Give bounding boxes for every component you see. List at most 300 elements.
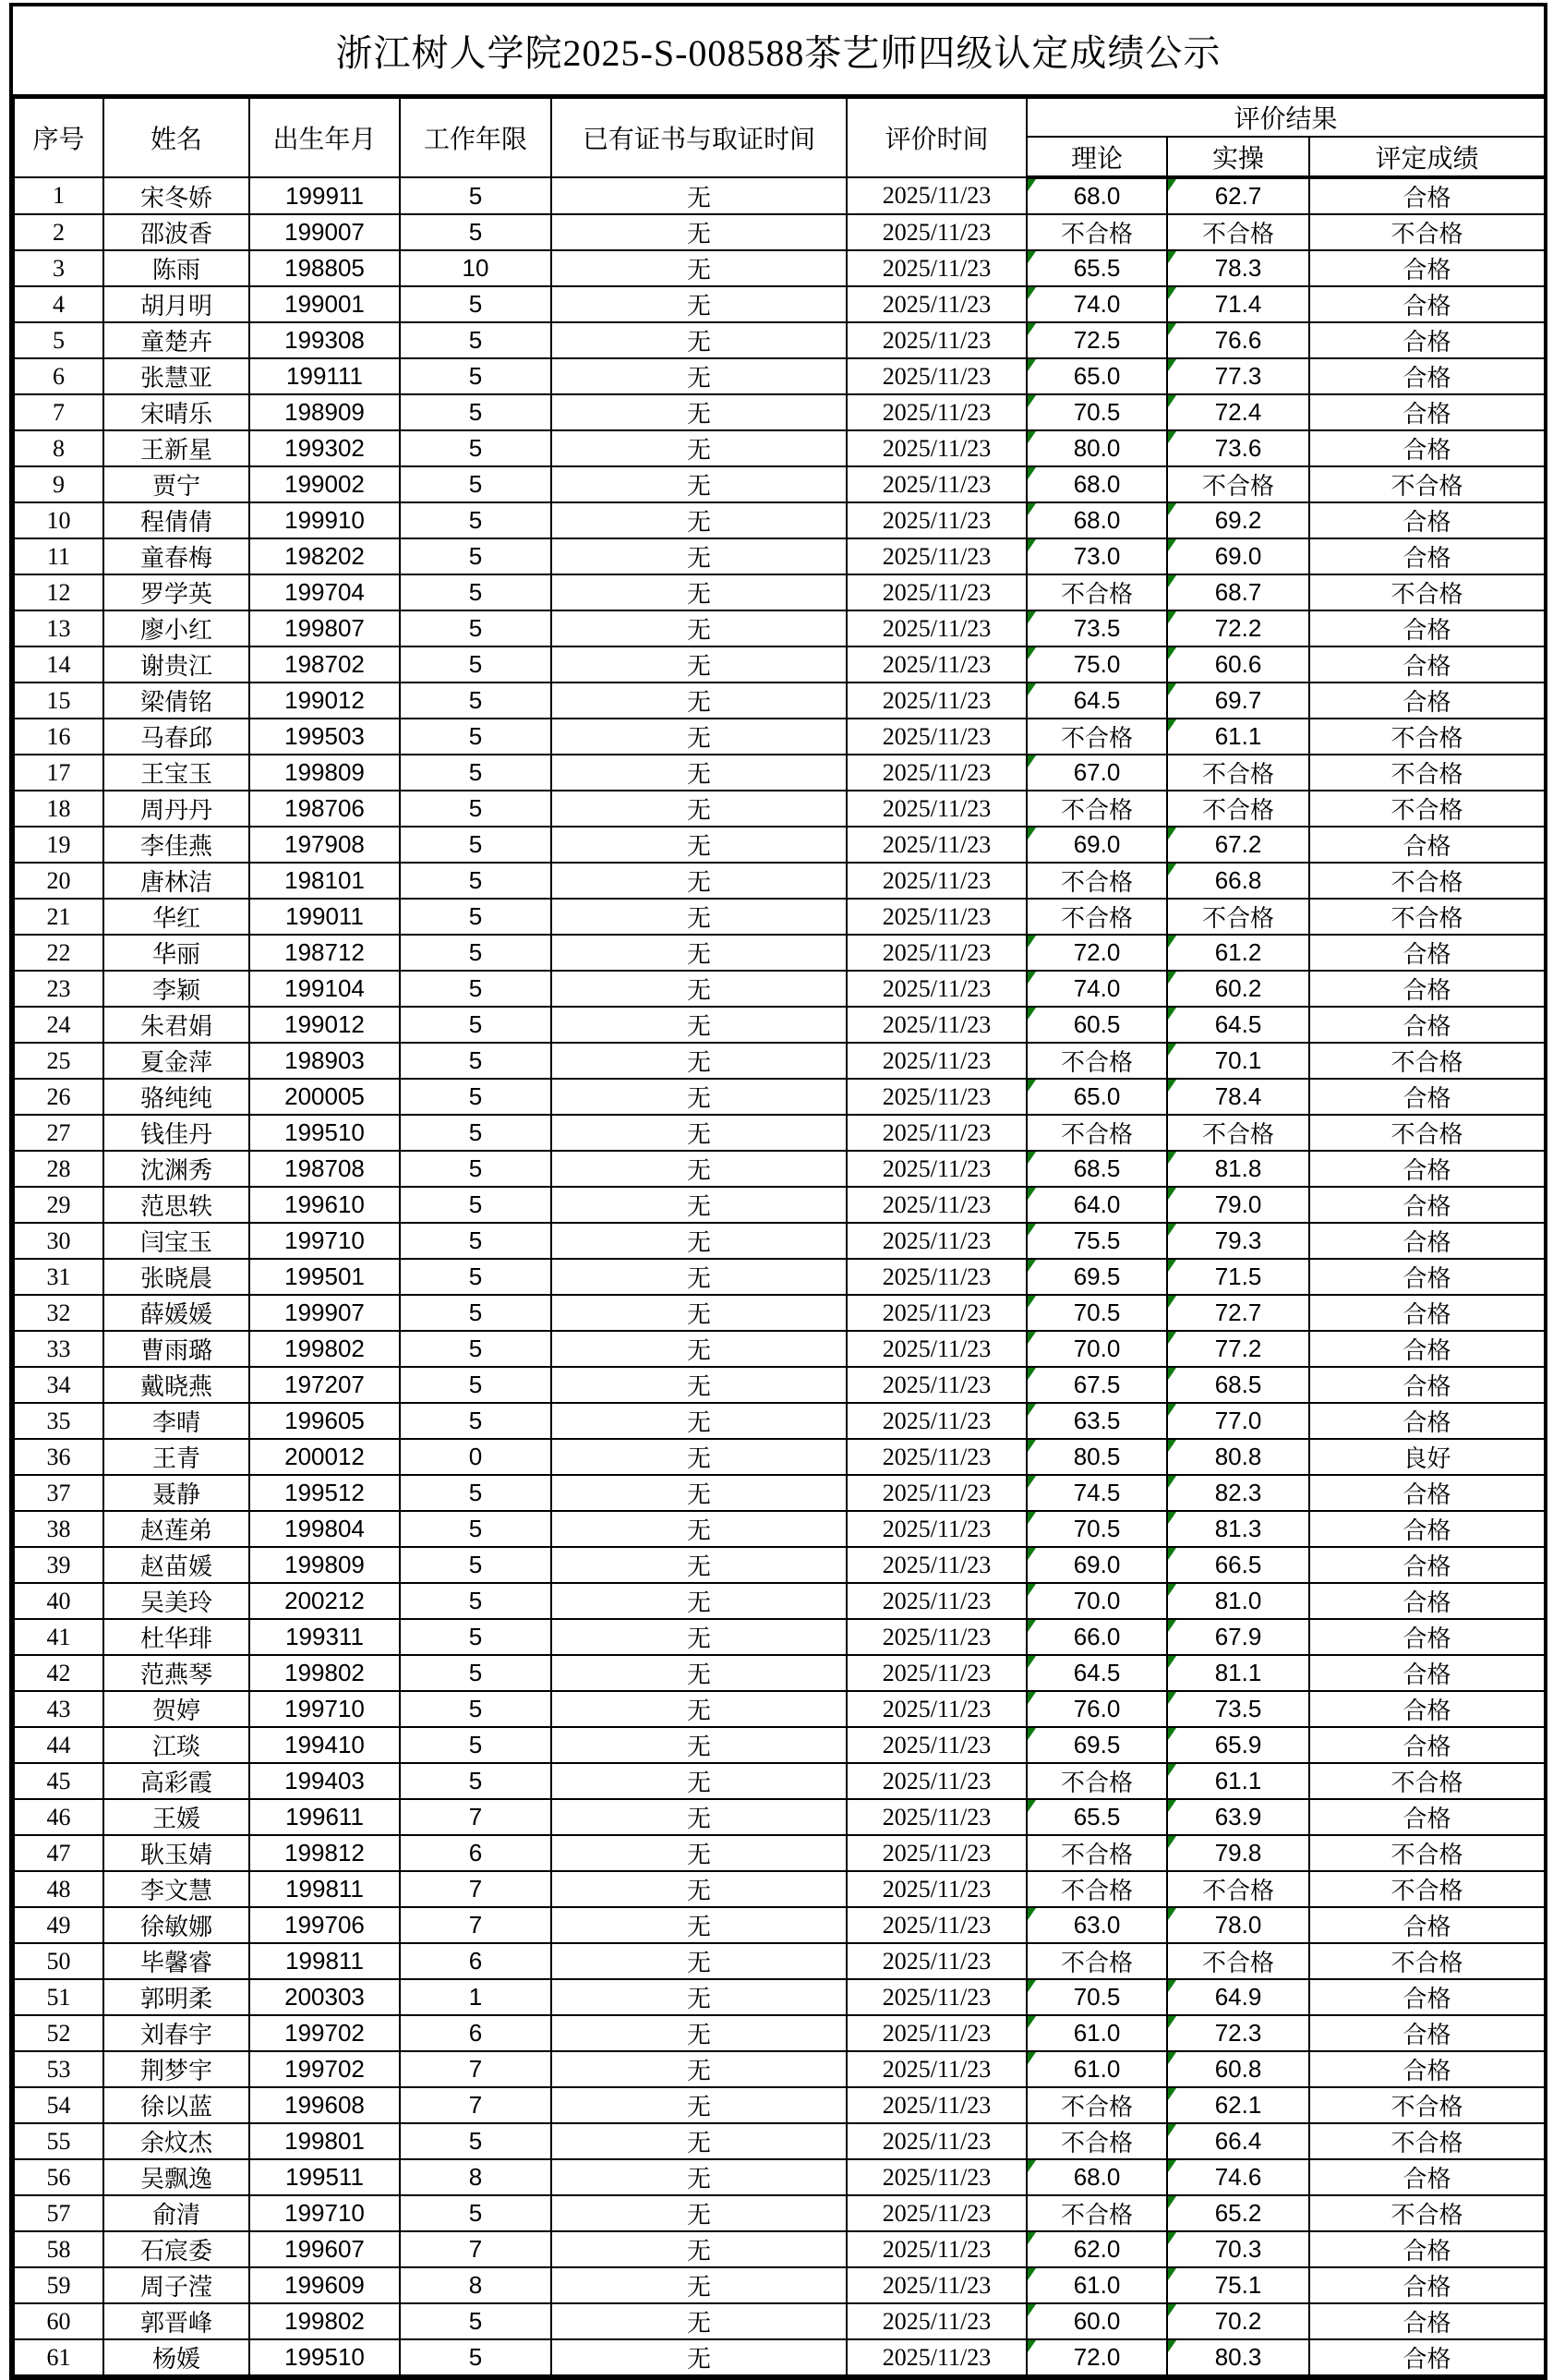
cell-birth: 199802 bbox=[249, 2303, 400, 2339]
cell-eval-date: 2025/11/23 bbox=[847, 430, 1027, 466]
cell-years: 5 bbox=[400, 1475, 551, 1511]
cell-cert: 无 bbox=[551, 1835, 847, 1871]
cell-practice-score: 81.0 bbox=[1167, 1583, 1309, 1619]
cell-final-result: 合格 bbox=[1309, 935, 1545, 971]
cell-theory-score: 不合格 bbox=[1027, 863, 1167, 899]
cell-final-result: 合格 bbox=[1309, 2339, 1545, 2375]
cell-birth: 200212 bbox=[249, 1583, 400, 1619]
cell-name: 马春邱 bbox=[103, 719, 249, 755]
cell-no: 53 bbox=[14, 2051, 103, 2087]
cell-eval-date: 2025/11/23 bbox=[847, 971, 1027, 1007]
cell-no: 55 bbox=[14, 2123, 103, 2159]
cell-practice-score: 63.9 bbox=[1167, 1799, 1309, 1835]
cell-no: 49 bbox=[14, 1907, 103, 1943]
number-stored-as-text-indicator-icon bbox=[1028, 1548, 1036, 1560]
table-row bbox=[14, 214, 1545, 250]
cell-practice-score: 79.0 bbox=[1167, 1187, 1309, 1223]
cell-final-result: 合格 bbox=[1309, 1331, 1545, 1367]
cell-cert: 无 bbox=[551, 1079, 847, 1115]
cell-practice-score: 62.7 bbox=[1167, 177, 1309, 214]
number-stored-as-text-indicator-icon bbox=[1028, 503, 1036, 515]
cell-practice-score: 76.6 bbox=[1167, 322, 1309, 358]
cell-name: 钱佳丹 bbox=[103, 1115, 249, 1151]
header-final: 评定成绩 bbox=[1309, 137, 1545, 177]
cell-birth: 199910 bbox=[249, 502, 400, 538]
cell-no: 60 bbox=[14, 2303, 103, 2339]
cell-final-result: 不合格 bbox=[1309, 1115, 1545, 1151]
cell-theory-score: 73.0 bbox=[1027, 538, 1167, 574]
cell-name: 程倩倩 bbox=[103, 502, 249, 538]
cell-practice-score: 65.9 bbox=[1167, 1727, 1309, 1763]
cell-eval-date: 2025/11/23 bbox=[847, 755, 1027, 791]
cell-birth: 199012 bbox=[249, 1007, 400, 1043]
cell-practice-score: 66.5 bbox=[1167, 1547, 1309, 1583]
cell-no: 35 bbox=[14, 1403, 103, 1439]
cell-cert: 无 bbox=[551, 2303, 847, 2339]
cell-eval-date: 2025/11/23 bbox=[847, 863, 1027, 899]
cell-practice-score: 73.6 bbox=[1167, 430, 1309, 466]
cell-theory-score: 68.5 bbox=[1027, 1151, 1167, 1187]
cell-no: 43 bbox=[14, 1691, 103, 1727]
cell-name: 贺婷 bbox=[103, 1691, 249, 1727]
number-stored-as-text-indicator-icon bbox=[1168, 647, 1176, 659]
cell-birth: 199710 bbox=[249, 1691, 400, 1727]
header-result-group: 评价结果 bbox=[1027, 98, 1545, 137]
cell-final-result: 合格 bbox=[1309, 1727, 1545, 1763]
cell-name: 朱君娟 bbox=[103, 1007, 249, 1043]
cell-cert: 无 bbox=[551, 2051, 847, 2087]
cell-final-result: 合格 bbox=[1309, 683, 1545, 719]
cell-no: 26 bbox=[14, 1079, 103, 1115]
cell-birth: 199802 bbox=[249, 1655, 400, 1691]
number-stored-as-text-indicator-icon bbox=[1168, 1908, 1176, 1920]
cell-cert: 无 bbox=[551, 177, 847, 214]
cell-name: 梁倩铭 bbox=[103, 683, 249, 719]
cell-cert: 无 bbox=[551, 1583, 847, 1619]
cell-birth: 198805 bbox=[249, 250, 400, 286]
cell-birth: 199007 bbox=[249, 214, 400, 250]
table-row bbox=[14, 1763, 1545, 1799]
cell-years: 5 bbox=[400, 719, 551, 755]
number-stored-as-text-indicator-icon bbox=[1168, 1692, 1176, 1704]
cell-years: 5 bbox=[400, 214, 551, 250]
cell-eval-date: 2025/11/23 bbox=[847, 791, 1027, 827]
cell-theory-score: 72.0 bbox=[1027, 2339, 1167, 2375]
cell-practice-score: 73.5 bbox=[1167, 1691, 1309, 1727]
cell-name: 李晴 bbox=[103, 1403, 249, 1439]
cell-birth: 199510 bbox=[249, 1115, 400, 1151]
cell-eval-date: 2025/11/23 bbox=[847, 646, 1027, 683]
cell-name: 张晓晨 bbox=[103, 1259, 249, 1295]
cell-cert: 无 bbox=[551, 322, 847, 358]
cell-eval-date: 2025/11/23 bbox=[847, 2051, 1027, 2087]
number-stored-as-text-indicator-icon bbox=[1028, 1008, 1036, 1020]
cell-theory-score: 不合格 bbox=[1027, 214, 1167, 250]
cell-name: 李文慧 bbox=[103, 1871, 249, 1907]
cell-practice-score: 70.3 bbox=[1167, 2231, 1309, 2267]
number-stored-as-text-indicator-icon bbox=[1168, 1800, 1176, 1812]
cell-eval-date: 2025/11/23 bbox=[847, 394, 1027, 430]
cell-cert: 无 bbox=[551, 827, 847, 863]
number-stored-as-text-indicator-icon bbox=[1028, 1332, 1036, 1344]
cell-name: 郭晋峰 bbox=[103, 2303, 249, 2339]
cell-name: 高彩霞 bbox=[103, 1763, 249, 1799]
number-stored-as-text-indicator-icon bbox=[1168, 2304, 1176, 2316]
cell-years: 5 bbox=[400, 899, 551, 935]
number-stored-as-text-indicator-icon bbox=[1028, 2232, 1036, 2244]
cell-birth: 199002 bbox=[249, 466, 400, 502]
cell-cert: 无 bbox=[551, 2123, 847, 2159]
cell-practice-score: 65.2 bbox=[1167, 2195, 1309, 2231]
cell-no: 20 bbox=[14, 863, 103, 899]
cell-years: 5 bbox=[400, 935, 551, 971]
cell-birth: 199605 bbox=[249, 1403, 400, 1439]
number-stored-as-text-indicator-icon bbox=[1168, 431, 1176, 443]
cell-practice-score: 不合格 bbox=[1167, 791, 1309, 827]
cell-years: 7 bbox=[400, 1799, 551, 1835]
cell-no: 46 bbox=[14, 1799, 103, 1835]
header-eval-time: 评价时间 bbox=[847, 98, 1027, 177]
cell-name: 华红 bbox=[103, 899, 249, 935]
cell-years: 5 bbox=[400, 1295, 551, 1331]
cell-eval-date: 2025/11/23 bbox=[847, 1727, 1027, 1763]
number-stored-as-text-indicator-icon bbox=[1168, 2088, 1176, 2100]
cell-practice-score: 61.1 bbox=[1167, 1763, 1309, 1799]
cell-final-result: 不合格 bbox=[1309, 466, 1545, 502]
cell-practice-score: 72.4 bbox=[1167, 394, 1309, 430]
cell-name: 刘春宇 bbox=[103, 2015, 249, 2051]
cell-practice-score: 72.2 bbox=[1167, 610, 1309, 646]
cell-name: 沈渊秀 bbox=[103, 1151, 249, 1187]
table-row bbox=[14, 2195, 1545, 2231]
table-row bbox=[14, 1223, 1545, 1259]
cell-final-result: 合格 bbox=[1309, 1691, 1545, 1727]
cell-theory-score: 65.5 bbox=[1027, 1799, 1167, 1835]
table-row bbox=[14, 286, 1545, 322]
cell-name: 王青 bbox=[103, 1439, 249, 1475]
cell-final-result: 合格 bbox=[1309, 1079, 1545, 1115]
cell-final-result: 不合格 bbox=[1309, 1763, 1545, 1799]
cell-practice-score: 60.2 bbox=[1167, 971, 1309, 1007]
number-stored-as-text-indicator-icon bbox=[1028, 2304, 1036, 2316]
table-row bbox=[14, 1151, 1545, 1187]
cell-years: 5 bbox=[400, 2123, 551, 2159]
number-stored-as-text-indicator-icon bbox=[1168, 1332, 1176, 1344]
table-row bbox=[14, 502, 1545, 538]
cell-final-result: 合格 bbox=[1309, 2051, 1545, 2087]
cell-theory-score: 不合格 bbox=[1027, 574, 1167, 610]
cell-name: 王新星 bbox=[103, 430, 249, 466]
cell-birth: 199706 bbox=[249, 1907, 400, 1943]
cell-theory-score: 不合格 bbox=[1027, 1943, 1167, 1979]
cell-years: 5 bbox=[400, 177, 551, 214]
cell-name: 徐以蓝 bbox=[103, 2087, 249, 2123]
cell-theory-score: 61.0 bbox=[1027, 2051, 1167, 2087]
cell-eval-date: 2025/11/23 bbox=[847, 1403, 1027, 1439]
table-row bbox=[14, 1907, 1545, 1943]
number-stored-as-text-indicator-icon bbox=[1168, 359, 1176, 371]
cell-no: 32 bbox=[14, 1295, 103, 1331]
number-stored-as-text-indicator-icon bbox=[1168, 1584, 1176, 1596]
table-row bbox=[14, 899, 1545, 935]
cell-years: 7 bbox=[400, 1871, 551, 1907]
cell-cert: 无 bbox=[551, 646, 847, 683]
cell-practice-score: 81.8 bbox=[1167, 1151, 1309, 1187]
number-stored-as-text-indicator-icon bbox=[1168, 1548, 1176, 1560]
cell-years: 5 bbox=[400, 1691, 551, 1727]
cell-name: 李佳燕 bbox=[103, 827, 249, 863]
cell-cert: 无 bbox=[551, 1799, 847, 1835]
table-row bbox=[14, 1691, 1545, 1727]
number-stored-as-text-indicator-icon bbox=[1028, 1188, 1036, 1200]
cell-cert: 无 bbox=[551, 1259, 847, 1295]
table-row bbox=[14, 1655, 1545, 1691]
cell-years: 5 bbox=[400, 971, 551, 1007]
cell-practice-score: 68.5 bbox=[1167, 1367, 1309, 1403]
table-row bbox=[14, 2267, 1545, 2303]
cell-cert: 无 bbox=[551, 1547, 847, 1583]
table-row bbox=[14, 2015, 1545, 2051]
cell-theory-score: 68.0 bbox=[1027, 177, 1167, 214]
cell-cert: 无 bbox=[551, 1439, 847, 1475]
cell-eval-date: 2025/11/23 bbox=[847, 1079, 1027, 1115]
table-row bbox=[14, 1943, 1545, 1979]
cell-no: 54 bbox=[14, 2087, 103, 2123]
cell-name: 宋冬娇 bbox=[103, 177, 249, 214]
cell-no: 4 bbox=[14, 286, 103, 322]
table-row bbox=[14, 827, 1545, 863]
cell-years: 10 bbox=[400, 250, 551, 286]
cell-cert: 无 bbox=[551, 1979, 847, 2015]
cell-no: 11 bbox=[14, 538, 103, 574]
cell-final-result: 不合格 bbox=[1309, 2123, 1545, 2159]
table-row bbox=[14, 250, 1545, 286]
cell-no: 5 bbox=[14, 322, 103, 358]
cell-theory-score: 72.5 bbox=[1027, 322, 1167, 358]
number-stored-as-text-indicator-icon bbox=[1168, 2268, 1176, 2280]
number-stored-as-text-indicator-icon bbox=[1028, 1620, 1036, 1632]
table-row bbox=[14, 574, 1545, 610]
cell-cert: 无 bbox=[551, 394, 847, 430]
number-stored-as-text-indicator-icon bbox=[1028, 1800, 1036, 1812]
number-stored-as-text-indicator-icon bbox=[1168, 972, 1176, 984]
cell-final-result: 良好 bbox=[1309, 1439, 1545, 1475]
header-theory: 理论 bbox=[1027, 137, 1167, 177]
cell-name: 谢贵江 bbox=[103, 646, 249, 683]
cell-eval-date: 2025/11/23 bbox=[847, 2267, 1027, 2303]
cell-theory-score: 70.5 bbox=[1027, 1295, 1167, 1331]
cell-no: 56 bbox=[14, 2159, 103, 2195]
cell-name: 赵莲弟 bbox=[103, 1511, 249, 1547]
cell-cert: 无 bbox=[551, 1763, 847, 1799]
cell-eval-date: 2025/11/23 bbox=[847, 1691, 1027, 1727]
table-row bbox=[14, 1619, 1545, 1655]
cell-cert: 无 bbox=[551, 1223, 847, 1259]
cell-no: 15 bbox=[14, 683, 103, 719]
cell-name: 王媛 bbox=[103, 1799, 249, 1835]
number-stored-as-text-indicator-icon bbox=[1168, 323, 1176, 335]
cell-years: 5 bbox=[400, 683, 551, 719]
cell-birth: 199702 bbox=[249, 2015, 400, 2051]
cell-no: 33 bbox=[14, 1331, 103, 1367]
number-stored-as-text-indicator-icon bbox=[1028, 972, 1036, 984]
cell-name: 李颖 bbox=[103, 971, 249, 1007]
cell-years: 1 bbox=[400, 1979, 551, 2015]
table-row bbox=[14, 2051, 1545, 2087]
cell-cert: 无 bbox=[551, 935, 847, 971]
cell-eval-date: 2025/11/23 bbox=[847, 1763, 1027, 1799]
cell-years: 5 bbox=[400, 1583, 551, 1619]
cell-no: 2 bbox=[14, 214, 103, 250]
cell-theory-score: 80.0 bbox=[1027, 430, 1167, 466]
cell-theory-score: 65.5 bbox=[1027, 250, 1167, 286]
cell-eval-date: 2025/11/23 bbox=[847, 2303, 1027, 2339]
number-stored-as-text-indicator-icon bbox=[1028, 1692, 1036, 1704]
number-stored-as-text-indicator-icon bbox=[1168, 575, 1176, 587]
cell-years: 5 bbox=[400, 538, 551, 574]
cell-cert: 无 bbox=[551, 1367, 847, 1403]
cell-practice-score: 不合格 bbox=[1167, 466, 1309, 502]
cell-practice-score: 不合格 bbox=[1167, 899, 1309, 935]
cell-cert: 无 bbox=[551, 250, 847, 286]
cell-practice-score: 62.1 bbox=[1167, 2087, 1309, 2123]
cell-practice-score: 78.4 bbox=[1167, 1079, 1309, 1115]
cell-name: 戴晓燕 bbox=[103, 1367, 249, 1403]
cell-birth: 199809 bbox=[249, 755, 400, 791]
cell-no: 1 bbox=[14, 177, 103, 214]
page-title bbox=[13, 6, 1544, 97]
cell-cert: 无 bbox=[551, 2267, 847, 2303]
cell-eval-date: 2025/11/23 bbox=[847, 1619, 1027, 1655]
cell-theory-score: 不合格 bbox=[1027, 2195, 1167, 2231]
cell-birth: 198101 bbox=[249, 863, 400, 899]
cell-no: 6 bbox=[14, 358, 103, 394]
cell-practice-score: 71.4 bbox=[1167, 286, 1309, 322]
cell-cert: 无 bbox=[551, 2159, 847, 2195]
cell-birth: 199809 bbox=[249, 1547, 400, 1583]
cell-eval-date: 2025/11/23 bbox=[847, 177, 1027, 214]
cell-final-result: 不合格 bbox=[1309, 755, 1545, 791]
number-stored-as-text-indicator-icon bbox=[1028, 1908, 1036, 1920]
cell-final-result: 合格 bbox=[1309, 1475, 1545, 1511]
cell-birth: 199702 bbox=[249, 2051, 400, 2087]
number-stored-as-text-indicator-icon bbox=[1168, 1296, 1176, 1308]
cell-cert: 无 bbox=[551, 1331, 847, 1367]
cell-theory-score: 70.0 bbox=[1027, 1331, 1167, 1367]
cell-theory-score: 不合格 bbox=[1027, 719, 1167, 755]
cell-name: 宋晴乐 bbox=[103, 394, 249, 430]
cell-birth: 199503 bbox=[249, 719, 400, 755]
cell-eval-date: 2025/11/23 bbox=[847, 286, 1027, 322]
cell-final-result: 不合格 bbox=[1309, 1871, 1545, 1907]
cell-final-result: 合格 bbox=[1309, 2267, 1545, 2303]
cell-practice-score: 不合格 bbox=[1167, 1943, 1309, 1979]
cell-theory-score: 不合格 bbox=[1027, 791, 1167, 827]
cell-theory-score: 70.0 bbox=[1027, 1583, 1167, 1619]
cell-eval-date: 2025/11/23 bbox=[847, 935, 1027, 971]
cell-eval-date: 2025/11/23 bbox=[847, 322, 1027, 358]
cell-final-result: 不合格 bbox=[1309, 214, 1545, 250]
number-stored-as-text-indicator-icon bbox=[1168, 1152, 1176, 1164]
cell-no: 37 bbox=[14, 1475, 103, 1511]
number-stored-as-text-indicator-icon bbox=[1028, 1224, 1036, 1236]
table-row bbox=[14, 322, 1545, 358]
table-row bbox=[14, 2123, 1545, 2159]
table-row bbox=[14, 1799, 1545, 1835]
number-stored-as-text-indicator-icon bbox=[1168, 719, 1176, 731]
cell-birth: 199802 bbox=[249, 1331, 400, 1367]
cell-cert: 无 bbox=[551, 971, 847, 1007]
cell-eval-date: 2025/11/23 bbox=[847, 1943, 1027, 1979]
cell-years: 5 bbox=[400, 1115, 551, 1151]
cell-no: 14 bbox=[14, 646, 103, 683]
cell-practice-score: 78.3 bbox=[1167, 250, 1309, 286]
cell-no: 47 bbox=[14, 1835, 103, 1871]
cell-years: 5 bbox=[400, 322, 551, 358]
cell-eval-date: 2025/11/23 bbox=[847, 1475, 1027, 1511]
cell-cert: 无 bbox=[551, 1511, 847, 1547]
table-row bbox=[14, 1727, 1545, 1763]
table-row bbox=[14, 538, 1545, 574]
cell-theory-score: 不合格 bbox=[1027, 899, 1167, 935]
cell-years: 5 bbox=[400, 1511, 551, 1547]
cell-cert: 无 bbox=[551, 214, 847, 250]
cell-name: 范思轶 bbox=[103, 1187, 249, 1223]
table-row bbox=[14, 1079, 1545, 1115]
cell-eval-date: 2025/11/23 bbox=[847, 502, 1027, 538]
cell-no: 3 bbox=[14, 250, 103, 286]
cell-years: 5 bbox=[400, 358, 551, 394]
cell-name: 郭明柔 bbox=[103, 1979, 249, 2015]
cell-final-result: 合格 bbox=[1309, 358, 1545, 394]
cell-theory-score: 73.5 bbox=[1027, 610, 1167, 646]
cell-eval-date: 2025/11/23 bbox=[847, 1367, 1027, 1403]
cell-years: 5 bbox=[400, 1727, 551, 1763]
page-title-text: 浙江树人学院2025-S-008588茶艺师四级认定成绩公示 bbox=[335, 32, 1222, 74]
number-stored-as-text-indicator-icon bbox=[1028, 755, 1036, 767]
cell-final-result: 不合格 bbox=[1309, 2195, 1545, 2231]
cell-years: 5 bbox=[400, 394, 551, 430]
cell-years: 5 bbox=[400, 286, 551, 322]
table-row bbox=[14, 1511, 1545, 1547]
cell-theory-score: 62.0 bbox=[1027, 2231, 1167, 2267]
number-stored-as-text-indicator-icon bbox=[1028, 1476, 1036, 1488]
cell-final-result: 合格 bbox=[1309, 394, 1545, 430]
cell-practice-score: 80.8 bbox=[1167, 1439, 1309, 1475]
cell-cert: 无 bbox=[551, 1691, 847, 1727]
cell-eval-date: 2025/11/23 bbox=[847, 1655, 1027, 1691]
cell-cert: 无 bbox=[551, 502, 847, 538]
table-row bbox=[14, 646, 1545, 683]
cell-birth: 199804 bbox=[249, 1511, 400, 1547]
cell-cert: 无 bbox=[551, 1403, 847, 1439]
cell-eval-date: 2025/11/23 bbox=[847, 1187, 1027, 1223]
cell-final-result: 合格 bbox=[1309, 2303, 1545, 2339]
cell-eval-date: 2025/11/23 bbox=[847, 250, 1027, 286]
number-stored-as-text-indicator-icon bbox=[1168, 611, 1176, 623]
cell-cert: 无 bbox=[551, 683, 847, 719]
number-stored-as-text-indicator-icon bbox=[1168, 1512, 1176, 1524]
cell-practice-score: 79.3 bbox=[1167, 1223, 1309, 1259]
cell-theory-score: 69.0 bbox=[1027, 1547, 1167, 1583]
cell-birth: 199001 bbox=[249, 286, 400, 322]
cell-years: 5 bbox=[400, 755, 551, 791]
cell-practice-score: 82.3 bbox=[1167, 1475, 1309, 1511]
cell-eval-date: 2025/11/23 bbox=[847, 1835, 1027, 1871]
cell-name: 陈雨 bbox=[103, 250, 249, 286]
cell-years: 5 bbox=[400, 574, 551, 610]
cell-cert: 无 bbox=[551, 2339, 847, 2375]
